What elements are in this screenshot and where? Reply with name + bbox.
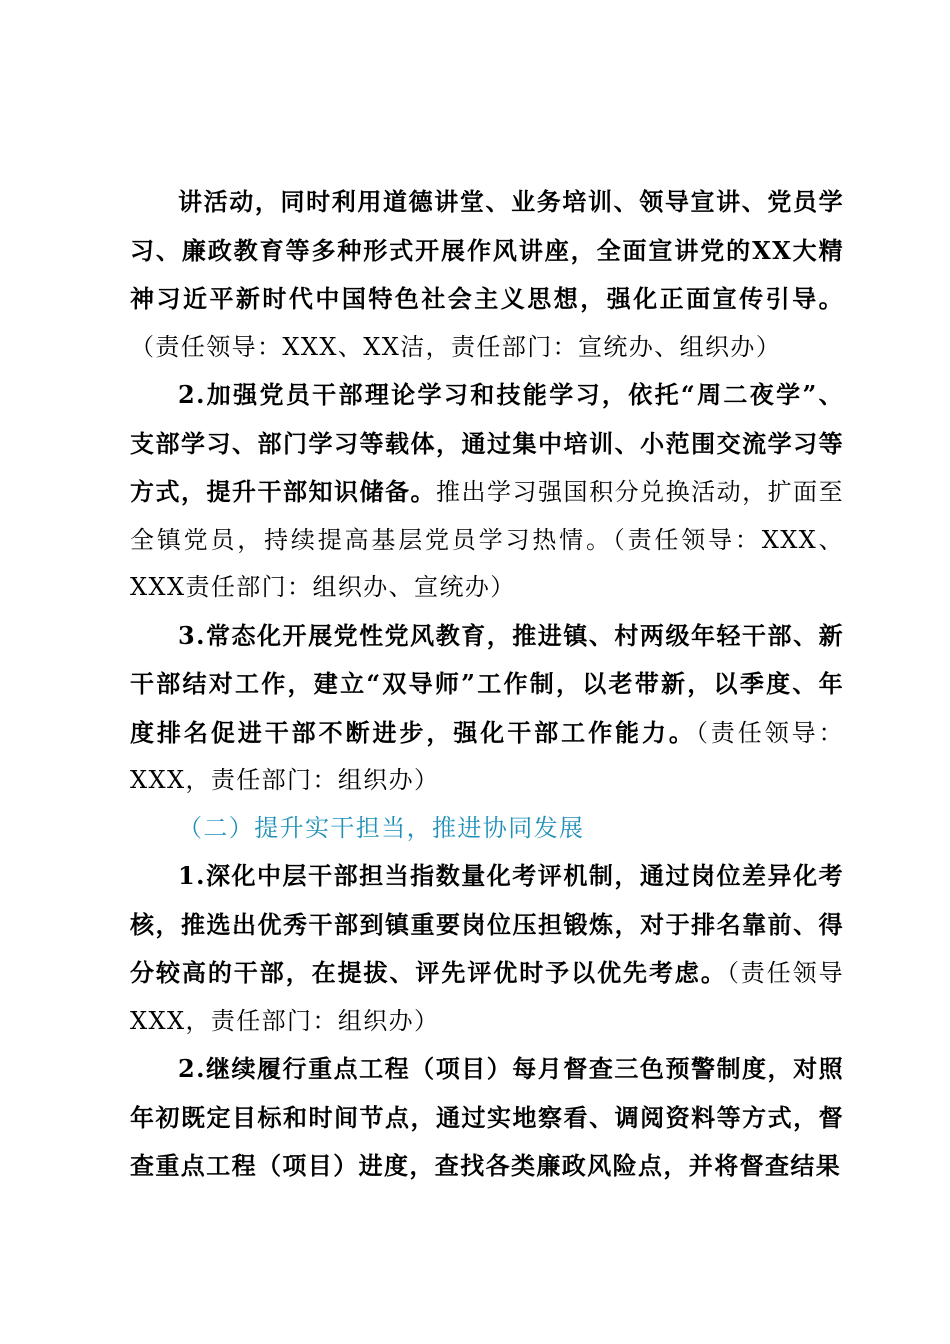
paragraph-responsibility-text: （责任领导XXX，责任部门：组织办） — [130, 959, 845, 1035]
paragraph-bold-text: 3.常态化开展党性党风教育，推进镇、村两级年轻干部、新干部结对工作，建立“双导师”工作制，以老带新，以季度、年度排名促进干部不断进步，强化干部工作能力。 — [130, 620, 844, 747]
paragraph-bold-text: 2.继续履行重点工程（项目）每月督查三色预警制度，对照年初既定目标和时间节点，通过实地察看、调阅资料等方式，督查重点工程（项目）进度，查找各类廉政风险点，并将督查结果 — [130, 1054, 844, 1180]
paragraph-lecture-activities — [130, 178, 844, 371]
paragraph-bold-text: 2.加强党员干部理论学习和技能学习，依托“周二夜学”、支部学习、部门学习等载体，通过集中培训、小范围交流学习等方式，提升干部知识储备。 — [130, 380, 844, 506]
paragraph-responsibility-text: 推出学习强国积分兑换活动，扩面至全镇党员，持续提高基层党员学习热情。（责任领导：XXX、XXX责任部门：组织办、宣统办） — [130, 478, 844, 601]
paragraph-theory-study — [130, 371, 844, 612]
paragraph-bold-text: 1.深化中层干部担当指数量化考评机制，通过岗位差异化考核，推选出优秀干部到镇重要岗位压担锻炼，对于排名靠前、得分较高的干部，在提拔、评先评优时予以优先考虑。 — [130, 861, 844, 987]
paragraph-cadre-evaluation — [130, 852, 844, 1045]
paragraph-responsibility-text: （责任领导：XXX，责任部门：组织办） — [130, 718, 844, 794]
section-heading: （二）提升实干担当，推进协同发展 — [178, 813, 585, 842]
paragraph-responsibility-text: （责任领导：XXX、XX洁，责任部门：宣统办、组织办） — [130, 332, 782, 361]
paragraph-project-supervision — [130, 1045, 844, 1191]
paragraph-bold-text: 讲活动，同时利用道德讲堂、业务培训、领导宣讲、党员学习、廉政教育等多种形式开展作风讲座，全面宣讲党的XX大精神习近平新时代中国特色社会主义思想，强化正面宣传引导。 — [130, 187, 844, 313]
document-body — [130, 178, 844, 1191]
paragraph-party-education — [130, 612, 844, 805]
